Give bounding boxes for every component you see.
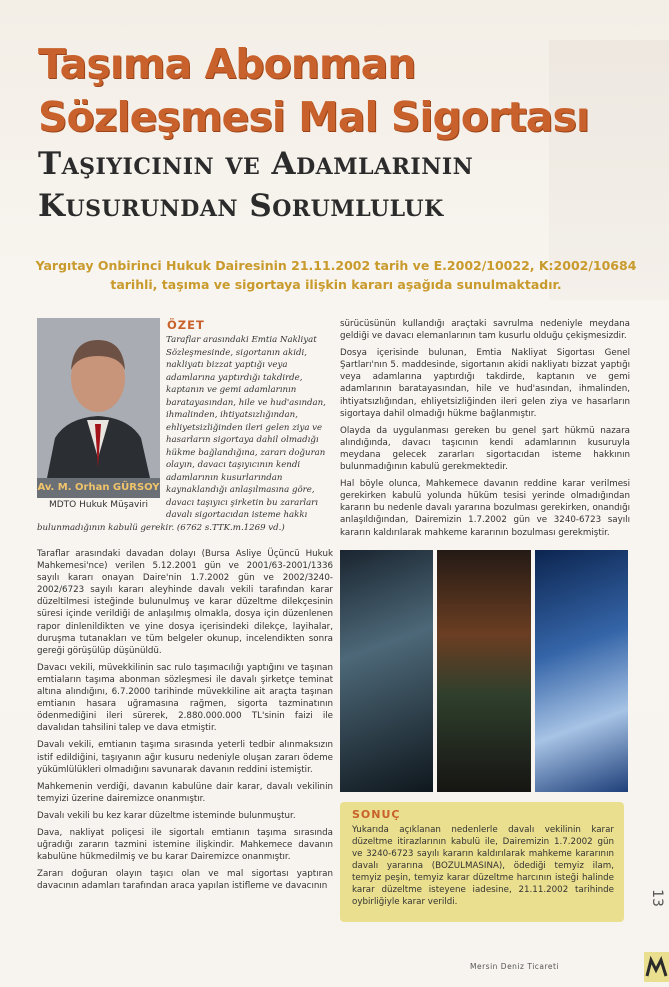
right-column [340, 318, 630, 544]
paragraph: sürücüsünün kullandığı araçtaki savrulma nedeniyle meydana geldiği ve davacı elemanlarının tam kusurlu olduğu çekişmesizdir. [340, 319, 630, 342]
left-column [37, 548, 333, 897]
paragraph: Dosya içerisinde bulunan, Emtia Nakliyat Sigortası Genel Şartları'nın 5. maddesinde, sigortanın akidi nakliyatı bizzat yaptığı veya adamlarına yaptırdığı takdirde, kaptanın ve gemi adamlarının baratayasından, hile ve hud'asından, ihmalinden, ihtiyatsızlığından, ehliyetsizliğinden ileri gelen ziya ve hasarların sigortaya dahil olmadığı hükme bağlanmıştır. [340, 348, 630, 419]
paragraph: Davacı vekili, müvekkilinin sac rulo taşımacılığı yaptığını ve taşınan emtiaların taşıma abonman sözleşmesi ile davalı şirketçe teminat altına alındığını, 6.7.2000 tarihinde müvekkiline ait araçta taşınan emtianın hasara uğramasına rağmen, sigorta tazminatının ödenmediğini ileri sürerek, 2.880.000.000 TL'sinin faizi ile davalıdan tahsilini talep ve dava etmiştir. [37, 662, 333, 734]
publication-logo-icon [644, 952, 669, 982]
paragraph: Taraflar arasındaki davadan dolayı (Bursa Asliye Üçüncü Hukuk Mahkemesi'nce) verilen 5.12.2001 gün ve 2001/63-2001/1336 sayılı kararı onayan Daire'nin 1.7.2002 gün ve 2002/3240-2002/6723 sayılı kararı aleyhinde davalı vekili tarafından karar düzeltilmesi isteğinde bulunulmuş ve karar düzeltme dilekçesinin süresi içinde verildiği de anlaşılmış olmakla, dosya için düzenlenen rapor dinlenildikten ve yine dosya içerisindeki dilekçe, layihalar, duruşma tutanakları ve tüm belgeler okunup, incelendikten sonra gereği görüşülüp düşünüldü. [37, 549, 333, 656]
author-portrait-icon [37, 318, 160, 478]
paragraph: Zararı doğuran olayın taşıcı olan ve mal sigortası yaptıran davacının adamları tarafından araca yapılan istifleme ve davacının [37, 869, 333, 892]
author-name: Av. M. Orhan GÜRSOY [37, 478, 160, 498]
paragraph: Davalı vekili, emtianın taşıma sırasında yeterli tedbir alınmaksızın istif edildiğini, taşıyanın ağır kusuru nedeniyle oluşan zararı ödeme yükümlülükleri olmadığını savunarak davanın reddini istemiştir. [37, 740, 333, 775]
sonuc-body: Yukarıda açıklanan nedenlerle davalı vekilinin karar düzeltme itirazlarının kabulü ile, Dairemizin 1.7.2002 gün ve 3240-6723 sayılı kararın kaldırılarak mahkeme kararının davalı yararına (BOZULMASINA), ödediği temyiz ilam, temyiz peşin, temyiz karar düzeltme harcının isteği halinde karar düzeltme isteyene iadesine, 21.11.2002 tarihinde oybirliğiyle karar verildi. [352, 825, 614, 907]
subtitle-line-2: Kusurundan Sorumluluk [38, 188, 444, 224]
title-line-2: Sözleşmesi Mal Sigortası [38, 93, 589, 141]
author-role: MDTO Hukuk Müşaviri [48, 500, 149, 510]
ozet-heading: ÖZET [167, 318, 205, 332]
ozet-body: Taraflar arasındaki Emtia Nakliyat Sözleşmesinde, sigortanın akidi, nakliyatı bizzat yaptığı veya adamlarına yaptırdığı takdirde, kaptanın ve gemi adamlarının baratayasından, hile ve hud'asından, ihmalinden, ihtiyatsızlığından, ehliyetsizliğinden ileri gelen ziya ve hasarların sigortaya dahil olmadığı hükme bağlandığına, zararı doğuran olayın, davacı taşıyıcının kendi adamlarının kusurlarından kaynaklandığı anlaşılmasına göre, davacı taşıyıcı şirketin bu zararları davalı sigortacıdan isteme hakkı [166, 335, 326, 520]
title-line-1: Taşıma Abonman [38, 40, 416, 88]
paragraph: Hal böyle olunca, Mahkemece davanın reddine karar verilmesi gerekirken kabulü yolunda hüküm tesisi yerinde olmadığından kararın bu nedenle davalı yararına bozulması gerekirken, onandığı anlaşıldığından, Dairemizin 1.7.2002 gün ve 3240-6723 sayılı kararın kaldırılarak mahkeme kararının bozulması gerekmiştir. [340, 479, 630, 538]
train-image [437, 550, 530, 792]
ozet-tail: bulunmadığının kabulü gerekir. (6762 s.TTK.m.1269 vd.) [37, 523, 285, 533]
highway-image [535, 550, 628, 792]
subtitle-line-1: Taşıyıcının ve Adamlarının [38, 146, 474, 182]
paragraph: Davalı vekili bu kez karar düzeltme isteminde bulunmuştur. [37, 810, 296, 821]
lead-text: Yargıtay Onbirinci Hukuk Dairesinin 21.11.2002 tarih ve E.2002/10022, K:2002/10684 tarihli, taşıma ve sigortaya ilişkin kararı aşağıda sunulmaktadır. [35, 258, 637, 292]
author-photo [37, 318, 160, 478]
paragraph: Olayda da uygulanması gereken bu genel şart hükmü nazara alındığında, davacı taşıcının kendi adamlarının kusuruyla meydana gelecek zararları sigortacıdan isteme hakkının bulunmadığının kabulü gerekmektedir. [340, 425, 630, 473]
paragraph: Dava, nakliyat poliçesi ile sigortalı emtianın taşıma sırasında uğradığı zararın tazmini istemine ilişkindir. Mahkemece davanın kabulüne hükmedilmiş ve bu karar Dairemizce onanmıştır. [37, 827, 333, 863]
ship-image [340, 550, 433, 792]
paragraph: Mahkemenin verdiği, davanın kabulüne dair karar, davalı vekilinin temyizi üzerine dairemizce onanmıştır. [37, 781, 333, 804]
page-number: 13 [648, 889, 665, 907]
photo-strip [340, 550, 628, 792]
sonuc-heading: SONUÇ [352, 808, 401, 821]
publication-name: Mersin Deniz Ticareti [470, 962, 560, 971]
